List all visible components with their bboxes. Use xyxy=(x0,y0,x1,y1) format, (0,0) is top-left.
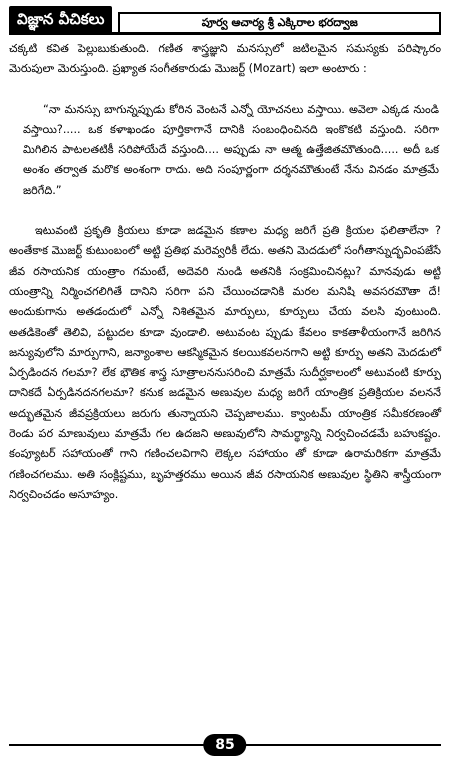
body-text xyxy=(9,39,441,505)
header-rule xyxy=(9,32,441,35)
intro-paragraph: చక్కటి కవిత పెల్లుబుకుతుంది. గణిత శాస్త్రజ్ఞుని మనస్సులో జటిలమైన సమస్యకు పరిష్కారం మెరుపులా మెరుస్తుంది. ప్రఖ్యాత సంగీతకారుడు మొజర్ట్ (Mozart) ఇలా అంటారు : xyxy=(9,42,441,76)
paragraph-gap xyxy=(9,80,441,100)
page-footer xyxy=(9,734,441,756)
book-title: విజ్ఞాన వీచికలు xyxy=(9,6,112,32)
running-header xyxy=(9,6,441,32)
main-paragraph: ఇటువంటి ప్రకృతి క్రియలు కూడా జడమైన కణాల మధ్య జరిగే ప్రతి క్రియల ఫలితాలేనా ? అంతేకాక మొజర్ట్ కుటుంబంలో అట్టి ప్రతిభ మరెవ్వరికీ లేదు. అతని మెదడులో సంగీతాన్నుద్భవింపజేసే జీవ రసాయనిక యంత్రాం గమంటే, అదెవరి నుండి అతనికి సంక్రమించినట్లు? మానవుడు అట్టి యంత్రాన్ని నిర్మించగలిగితే దానిని సరిగా పని చేయించడానికి మరల మనిషి అవసరమౌతా దే! అందుకుగాను అతడందులో ఎన్నో నిశితమైన మార్పులు, కూర్పులు చేయ వలసి వుంటుంది. అతడికెంతో తెలివి, పట్టుదల కూడా వుండాలి. అటువంట ప్పుడు కేవలం కాకతాళీయంగానే జరిగిన జన్యువులోని మార్పుగాని, జన్యాంశాల ఆకస్మికమైన కలయికవలనగాని అట్టి కూర్పు అతని మెదడులో ఏర్పడిందన గలమా? లేక భౌతిక శాస్త్ర సూత్రాలననుసరించి మాత్రమే సుదీర్ఘకాలంలో అటువంటి కూర్పు దానికదే ఏర్పడినదనగలమా? కనుక జడమైన అణువుల మధ్య జరిగే యాంత్రిక ప్రతిక్రియల వలననే అద్భుతమైన జీవప్రక్రియలు జరుగు తున్నాయని చెప్పజాలము. క్వాంటమ్ యాంత్రిక సమీకరణంతో రెండు పర మాణువులు మాత్రమే గల ఉదజని అణువులోని సామర్థ్యాన్ని నిర్వచించడమే బహుకష్టం. కంప్యూటర్ సహాయంతో గాని గణించలవిగాని లెక్కల సహాయం తో కూడా ఉరామరికగా మాత్రమే గణించగలము. అతి సంక్లిష్టము, బృహత్తరము అయిన జీవ రసాయనిక అణువుల స్థితిని శాస్త్రీయంగా నిర్వచించడం అసూహ్యం. xyxy=(9,224,441,501)
paragraph-gap xyxy=(9,201,441,221)
author-name: పూర్వ ఆచార్య శ్రీ ఎక్కిరాల భరద్వాజ xyxy=(118,12,441,32)
quote-paragraph: “నా మనస్సు బాగున్నప్పుడు కోరిన వెంటనే ఎన్నో యోచనలు వస్తాయి. అవెలా ఎక్కడ నుండి వస్తాయి?..... ఒక కళాఖండం పూర్తికాగానే దానికి సంబంధించినది ఇంకొకటి వస్తుంది. సరిగా మిగిలిన పాటలతటికీ సరిపోయేదే వస్తుంది.... అప్పుడు నా ఆత్మ ఉత్తేజితమౌతుంది..... అదీ ఒక అంశం తర్వాత మరొక అంశంగా రాదు. అది సంపూర్ణంగా దర్శనమౌతుంటే నేను వినడం మాత్రమే జరిగేది.” xyxy=(23,102,439,197)
mozart-quote xyxy=(9,100,441,201)
page-number: 85 xyxy=(203,734,246,756)
